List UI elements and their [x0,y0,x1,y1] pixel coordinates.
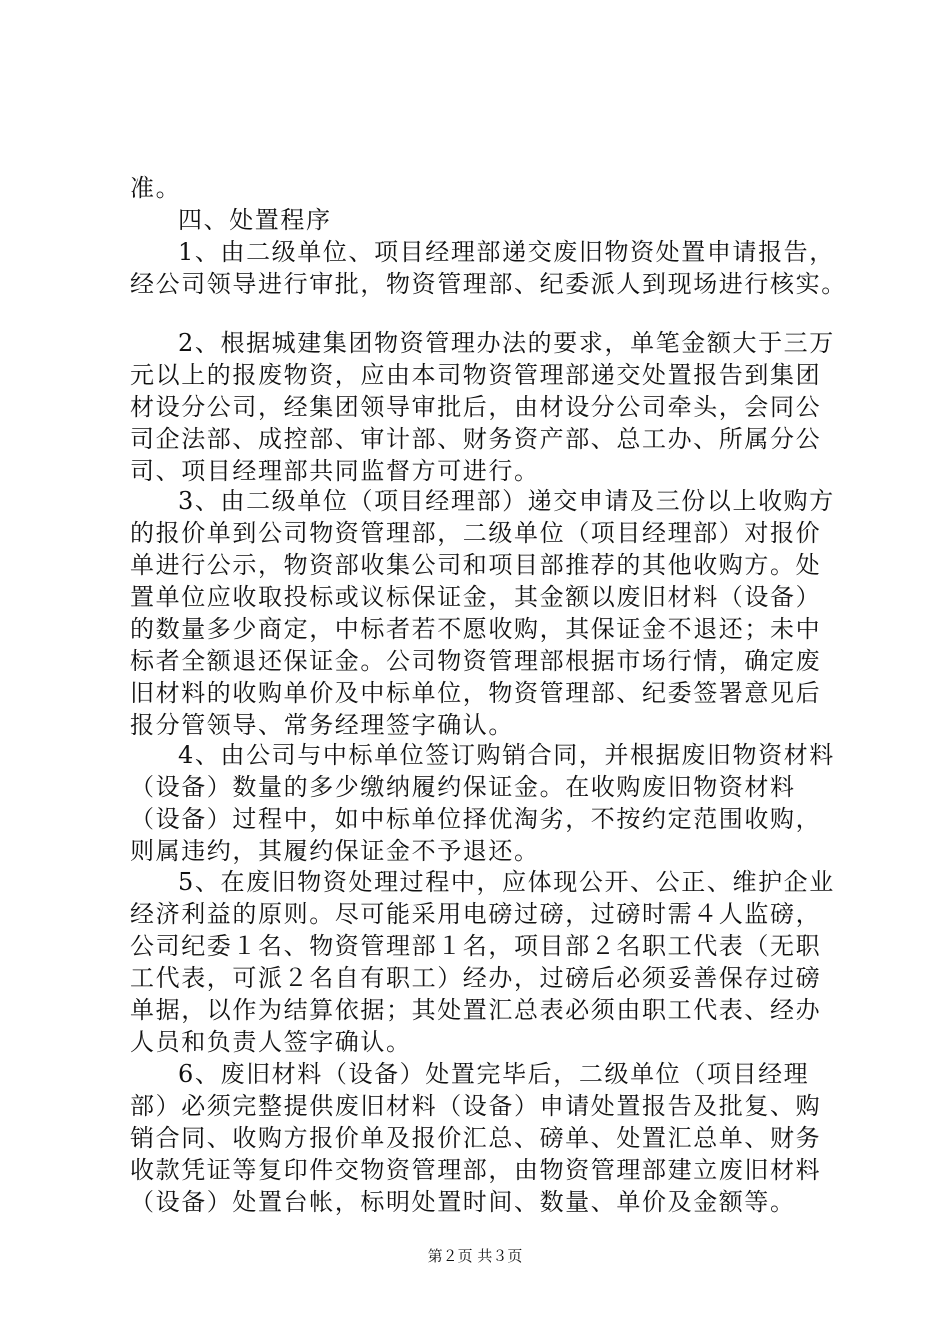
text-line: 2、根据城建集团物资管理办法的要求，单笔金额大于三万 [178,329,835,357]
text-line: 人员和负责人签字确认。 [130,1028,412,1056]
text-line: 单进行公示，物资部收集公司和项目部推荐的其他收购方。处 [130,551,822,579]
text-line: 公司纪委１名、物资管理部１名，项目部２名职工代表（无职 [130,932,822,960]
text-line: 1、由二级单位、项目经理部递交废旧物资处置申请报告， [178,238,835,266]
text-line: （设备）数量的多少缴纳履约保证金。在收购废旧物资材料 [130,773,796,801]
text-line: 的数量多少商定，中标者若不愿收购，其保证金不退还；未中 [130,615,822,643]
text-line: 经公司领导进行审批，物资管理部、纪委派人到现场进行核实。 [130,270,847,298]
text-line: 收款凭证等复印件交物资管理部，由物资管理部建立废旧材料 [130,1156,822,1184]
text-line: 材设分公司，经集团领导审批后，由材设分公司牵头，会同公 [130,393,822,421]
text-line: 则属违约，其履约保证金不予退还。 [130,837,540,865]
page-footer: 第２页 共３页 [427,1247,523,1265]
text-line: （设备）处置台帐，标明处置时间、数量、单价及金额等。 [130,1188,796,1216]
text-line: 的报价单到公司物资管理部，二级单位（项目经理部）对报价 [130,519,822,547]
section-heading: 四、处置程序 [178,206,332,234]
text-line: 元以上的报废物资，应由本司物资管理部递交处置报告到集团 [130,361,822,389]
text-line: 司企法部、成控部、审计部、财务资产部、总工办、所属分公 [130,425,822,453]
text-line: 司、项目经理部共同监督方可进行。 [130,457,540,485]
text-line: 单据，以作为结算依据；其处置汇总表必须由职工代表、经办 [130,996,822,1024]
text-line: 3、由二级单位（项目经理部）递交申请及三份以上收购方 [178,487,835,515]
text-line: 工代表，可派２名自有职工）经办，过磅后必须妥善保存过磅 [130,964,822,992]
text-line: 置单位应收取投标或议标保证金，其金额以废旧材料（设备） [130,583,822,611]
text-line: 4、由公司与中标单位签订购销合同，并根据废旧物资材料 [178,741,835,769]
text-line: （设备）过程中，如中标单位择优淘劣，不按约定范围收购， [130,805,822,833]
text-line: 报分管领导、常务经理签字确认。 [130,711,514,739]
text-line: 经济利益的原则。尽可能采用电磅过磅，过磅时需４人监磅， [130,900,822,928]
text-line: 销合同、收购方报价单及报价汇总、磅单、处置汇总单、财务 [130,1124,822,1152]
text-line: 5、在废旧物资处理过程中，应体现公开、公正、维护企业 [178,868,835,896]
text-line: 标者全额退还保证金。公司物资管理部根据市场行情，确定废 [130,647,822,675]
text-line: 6、废旧材料（设备）处置完毕后，二级单位（项目经理 [178,1060,810,1088]
text-line: 旧材料的收购单价及中标单位，物资管理部、纪委签署意见后 [130,679,822,707]
text-line: 准。 [130,174,182,202]
text-line: 部）必须完整提供废旧材料（设备）申请处置报告及批复、购 [130,1092,822,1120]
